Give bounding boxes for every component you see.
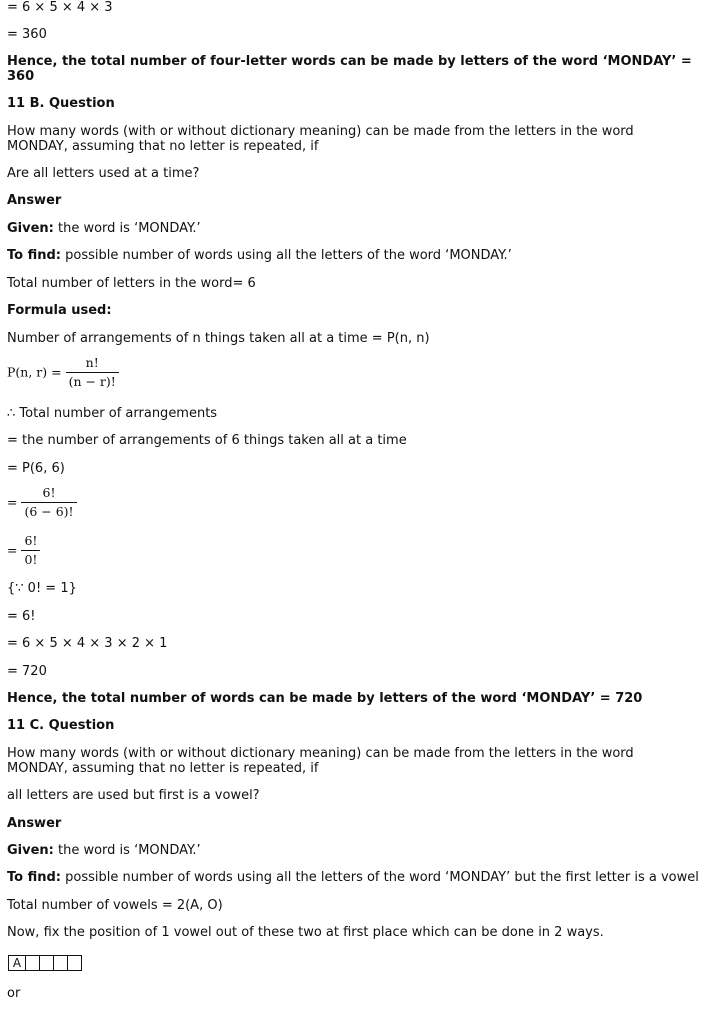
letter-box-first: A [8, 955, 26, 971]
letter-box-empty [25, 955, 40, 971]
step-line: = the number of arrangements of 6 things taken all at a time [7, 433, 407, 448]
given-label: Given: [7, 843, 54, 858]
given-line [7, 844, 201, 859]
given-text: the word is ‘MONDAY.’ [53, 843, 201, 858]
to-find-text: possible number of words using all the letters of the word ‘MONDAY.’ [61, 248, 512, 263]
formula-lhs: P(n, r) = [7, 364, 62, 380]
to-find-line [7, 871, 699, 886]
vowels-line: Total number of vowels = 2(A, O) [7, 898, 223, 913]
equals-sign: = [7, 494, 18, 510]
equals-sign: = [7, 542, 18, 558]
permutation-formula [7, 356, 119, 390]
letter-box-empty [39, 955, 54, 971]
fraction-denominator: 0! [21, 550, 40, 567]
fraction-denominator: (n − r)! [66, 372, 119, 389]
conclusion-line: Hence, the total number of words can be made by letters of the word ‘MONDAY’ = 720 [7, 691, 643, 706]
to-find-label: To find: [7, 870, 61, 885]
answer-heading: Answer [7, 816, 62, 831]
question-text-11b: How many words (with or without dictionary meaning) can be made from the letters in the word MONDAY, assuming that no letter is repeated, if [7, 124, 634, 154]
step-line: = 6 × 5 × 4 × 3 [7, 0, 113, 15]
formula-fraction [66, 356, 119, 390]
fraction-numerator: 6! [24, 533, 38, 548]
therefore-line: ∴ Total number of arrangements [7, 406, 218, 421]
letter-box-empty [53, 955, 68, 971]
conclusion-line: Hence, the total number of four-letter words can be made by letters of the word ‘MONDAY’ = 360 [7, 54, 692, 84]
question-condition-11c: all letters are used but first is a vowel? [7, 788, 260, 803]
formula-text: Number of arrangements of n things taken all at a time = P(n, n) [7, 331, 430, 346]
fraction-step [7, 534, 40, 568]
step-line: = P(6, 6) [7, 461, 65, 476]
since-note: {∵ 0! = 1} [7, 581, 77, 596]
step-line: = 360 [7, 27, 47, 42]
question-condition-11b: Are all letters used at a time? [7, 166, 200, 181]
step-line: = 6 × 5 × 4 × 3 × 2 × 1 [7, 636, 168, 651]
to-find-text: possible number of words using all the letters of the word ‘MONDAY’ but the first letter is a vowel [61, 870, 699, 885]
fraction [21, 486, 76, 520]
fraction-step [7, 486, 77, 520]
letter-box-empty [67, 955, 82, 971]
fix-vowel-line: Now, fix the position of 1 vowel out of these two at first place which can be done in 2 ways. [7, 925, 604, 940]
total-letters-line: Total number of letters in the word= 6 [7, 276, 256, 291]
fraction-denominator: (6 − 6)! [21, 502, 76, 519]
given-label: Given: [7, 221, 54, 236]
fraction-numerator: n! [85, 355, 99, 370]
fraction [21, 534, 40, 568]
letter-position-boxes [8, 955, 82, 971]
step-line: = 6! [7, 609, 36, 624]
formula-heading: Formula used: [7, 303, 112, 318]
question-text-11c: How many words (with or without dictionary meaning) can be made from the letters in the word MONDAY, assuming that no letter is repeated, if [7, 746, 634, 776]
given-line [7, 222, 201, 237]
question-heading-11c: 11 C. Question [7, 718, 115, 733]
fraction-numerator: 6! [42, 485, 56, 500]
or-line: or [7, 986, 21, 1001]
question-heading-11b: 11 B. Question [7, 96, 115, 111]
answer-heading: Answer [7, 193, 62, 208]
step-line: = 720 [7, 664, 47, 679]
to-find-label: To find: [7, 248, 61, 263]
given-text: the word is ‘MONDAY.’ [53, 221, 201, 236]
to-find-line [7, 249, 512, 264]
